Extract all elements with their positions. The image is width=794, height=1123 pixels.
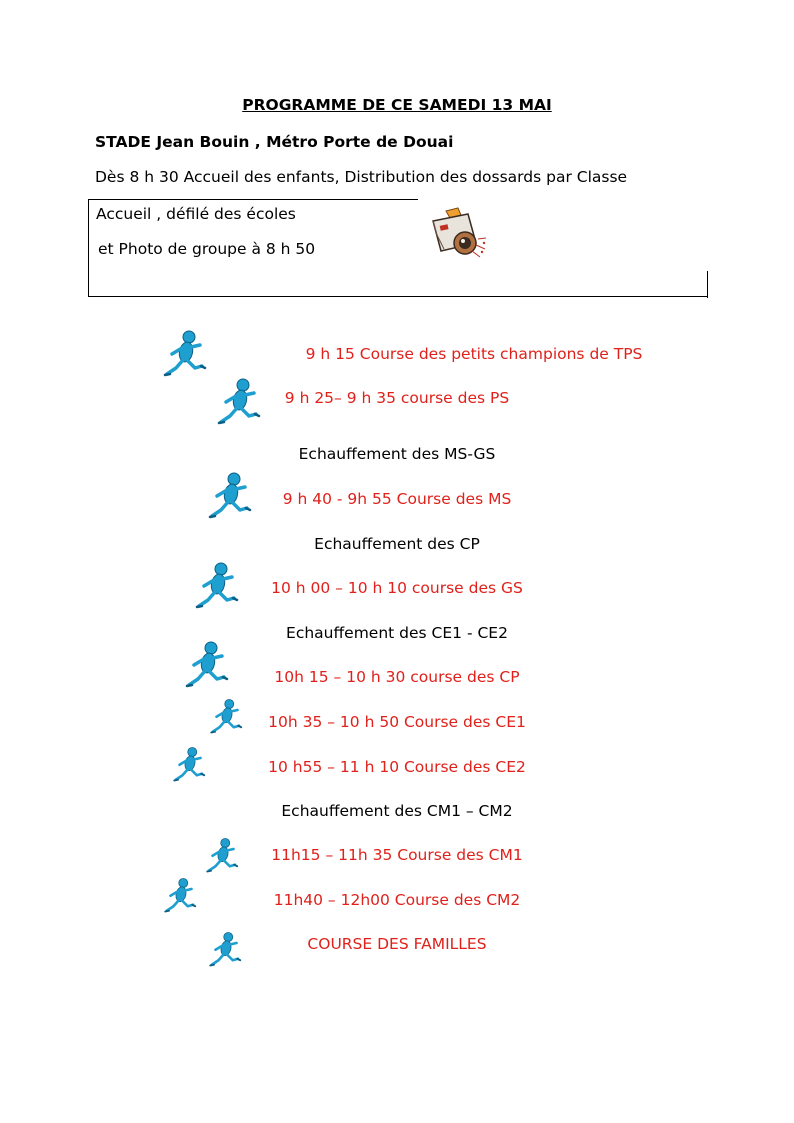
warmup-cm1-cm2: Echauffement des CM1 – CM2 xyxy=(281,802,513,820)
schedule-item-ce2: 10 h55 – 11 h 10 Course des CE2 xyxy=(268,758,526,776)
schedule-item-cm2: 11h40 – 12h00 Course des CM2 xyxy=(273,891,521,909)
warmup-cp: Echauffement des CP xyxy=(314,535,480,553)
welcome-line-1: Accueil , défilé des écoles xyxy=(96,205,296,223)
running-figure-icon xyxy=(172,740,208,788)
running-figure-icon xyxy=(194,560,242,610)
warmup-ms-gs: Echauffement des MS-GS xyxy=(298,445,496,463)
camera-icon xyxy=(428,205,490,263)
arrival-line: Dès 8 h 30 Accueil des enfants, Distribution des dossards par Classe xyxy=(95,168,628,186)
venue-line: STADE Jean Bouin , Métro Porte de Douai xyxy=(95,133,454,151)
running-figure-icon xyxy=(209,693,245,739)
schedule-item-cm1: 11h15 – 11h 35 Course des CM1 xyxy=(271,846,523,864)
warmup-ce1-ce2: Echauffement des CE1 - CE2 xyxy=(286,624,508,642)
running-figure-icon xyxy=(184,634,232,694)
running-figure-icon xyxy=(207,470,255,520)
schedule-item-tps: 9 h 15 Course des petits champions de TPS xyxy=(305,345,643,363)
schedule-item-families: COURSE DES FAMILLES xyxy=(307,935,487,953)
welcome-line-2: et Photo de groupe à 8 h 50 xyxy=(98,240,316,258)
welcome-box-bottom-border xyxy=(88,296,708,297)
welcome-box-right-border xyxy=(707,271,708,298)
running-figure-icon xyxy=(162,328,210,378)
schedule-item-cp: 10h 15 – 10 h 30 course des CP xyxy=(274,668,520,686)
running-figure-icon xyxy=(205,831,241,879)
welcome-box-top-border xyxy=(88,199,418,200)
welcome-box-left-border xyxy=(88,199,89,297)
page-title: PROGRAMME DE CE SAMEDI 13 MAI xyxy=(242,96,552,114)
running-figure-icon xyxy=(216,376,264,426)
schedule-item-gs: 10 h 00 – 10 h 10 course des GS xyxy=(271,579,523,597)
schedule-item-ce1: 10h 35 – 10 h 50 Course des CE1 xyxy=(268,713,526,731)
running-figure-icon xyxy=(208,925,244,973)
schedule-item-ps: 9 h 25– 9 h 35 course des PS xyxy=(284,389,510,407)
schedule-item-ms: 9 h 40 - 9h 55 Course des MS xyxy=(282,490,512,508)
running-figure-icon xyxy=(163,871,199,919)
